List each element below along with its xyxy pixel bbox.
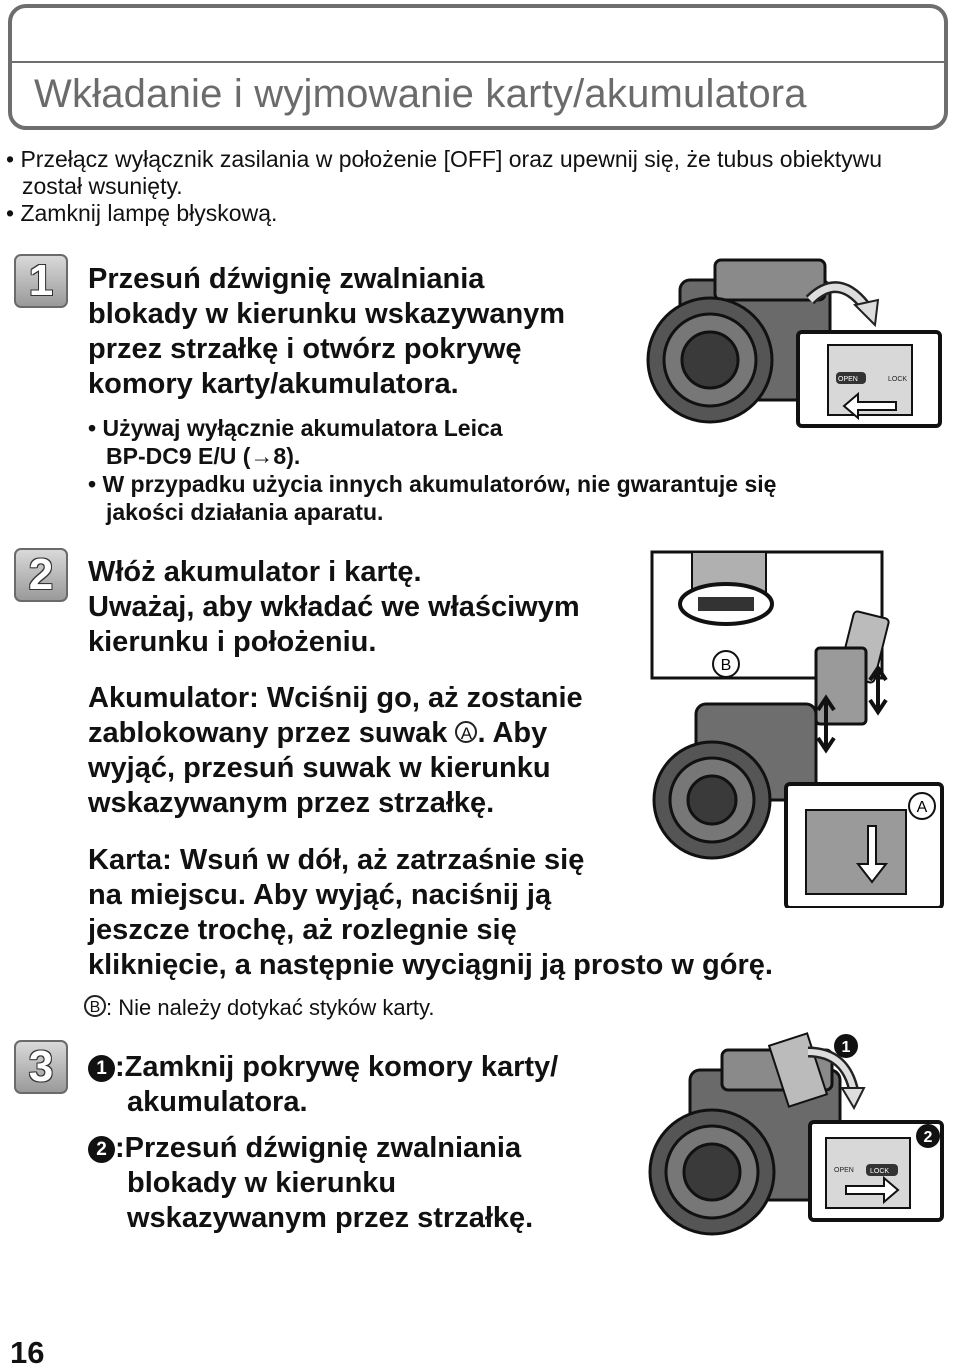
title-rule <box>12 61 944 63</box>
open-label: OPEN <box>838 376 858 383</box>
lock-label-3: LOCK <box>870 1168 890 1175</box>
battery-card-insertion-illustration <box>646 548 946 908</box>
step2-title: Włóż akumulator i kartę. Uważaj, aby wkładać we właściwym kierunku i położeniu. <box>88 556 580 658</box>
page-title: Wkładanie i wyjmowanie karty/akumulatora <box>34 72 807 116</box>
camera-open-door-illustration <box>640 250 950 445</box>
title-banner <box>8 4 948 130</box>
item-number-2: 2 <box>88 1136 115 1163</box>
marker-b: B <box>84 995 106 1017</box>
label-a: A <box>916 799 928 816</box>
page-ref-arrow: → <box>250 443 274 469</box>
battery-instructions: Akumulator: Wciśnij go, aż zostanie zablokowany przez suwak A . Aby wyjąć, przesuń suwak w kierunku wskazywanym przez strzałkę. <box>88 682 583 819</box>
svg-text:1: 1 <box>841 1039 851 1056</box>
lock-label: LOCK <box>888 376 908 383</box>
step-number-3: 3 <box>14 1040 68 1094</box>
step1-title: Przesuń dźwignię zwalniania blokady w kierunku wskazywanym przez strzałkę i otwórz pokrywę komory karty/akumulatora. <box>88 263 566 400</box>
step3-item-1: 1 :Zamknij pokrywę komory karty/ akumulatora. <box>88 1050 558 1120</box>
page-number: 16 <box>10 1335 45 1370</box>
label-b: B <box>720 657 732 674</box>
step3-item-2: 2 :Przesuń dźwignię zwalniania blokady w kierunku wskazywanym przez strzałkę. <box>88 1131 533 1236</box>
step-number-2: 2 <box>14 548 68 602</box>
open-label-3: OPEN <box>834 1167 854 1174</box>
step1-bullet-battery: • Używaj wyłącznie akumulatora Leica BP-DC9 E/U (→8). <box>88 415 503 469</box>
svg-text:2: 2 <box>923 1129 933 1146</box>
card-instructions: Karta: Wsuń w dół, aż zatrzaśnie się na miejscu. Aby wyjąć, naciśnij ją jeszcze trochę, aż rozlegnie się kliknięcie, a następnie wyciągnij ją prosto w górę. <box>88 844 773 981</box>
marker-a: A <box>455 721 477 743</box>
intro-bullet: • Przełącz wyłącznik zasilania w położenie [OFF] oraz upewnij się, że tubus obiektywu został wsunięty. <box>6 146 883 199</box>
step-number-1: 1 <box>14 254 68 308</box>
contacts-note: B : Nie należy dotykać styków karty. <box>84 994 435 1022</box>
intro-list <box>6 146 906 227</box>
step1-bullet-warning: • W przypadku użycia innych akumulatorów, nie gwarantuje się jakości działania aparatu. <box>88 471 777 525</box>
camera-close-door-illustration <box>640 1030 950 1250</box>
item-number-1: 1 <box>88 1055 115 1082</box>
intro-bullet: • Zamknij lampę błyskową. <box>6 200 278 226</box>
